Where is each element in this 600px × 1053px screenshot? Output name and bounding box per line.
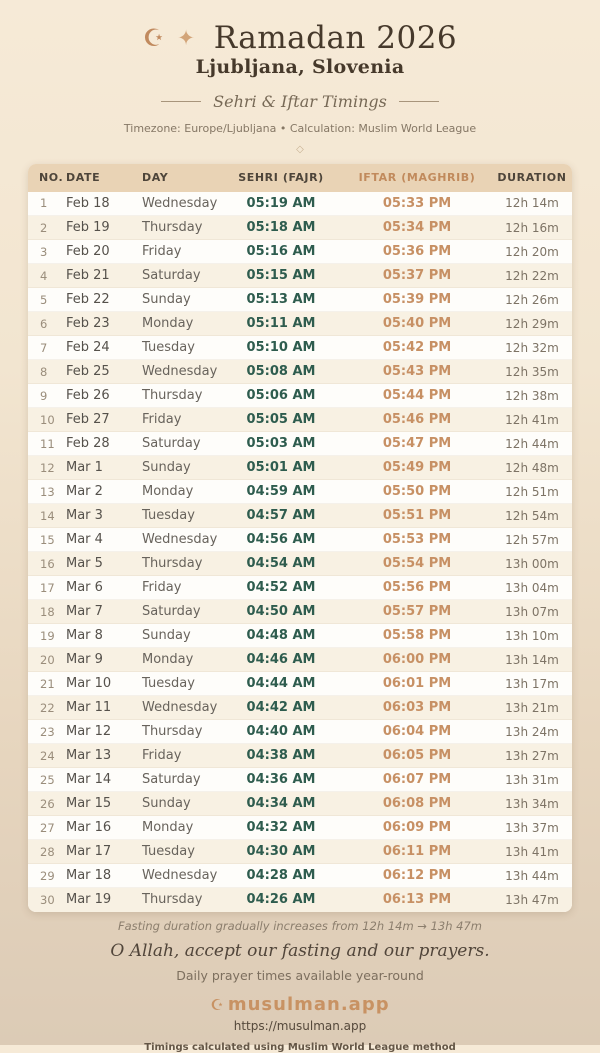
iftar-time-cell: 05:51 PM xyxy=(342,504,492,528)
date-cell: Mar 12 xyxy=(64,720,140,744)
page-title xyxy=(0,22,600,55)
day-cell: Sunday xyxy=(140,456,220,480)
row-number-cell: 12 xyxy=(28,456,64,480)
iftar-time-cell: 05:40 PM xyxy=(342,312,492,336)
crescent-icon: ☪ xyxy=(210,995,224,1014)
date-cell: Feb 23 xyxy=(64,312,140,336)
day-cell: Monday xyxy=(140,648,220,672)
date-cell: Feb 18 xyxy=(66,195,110,211)
duration-cell: 12h 35m xyxy=(492,360,572,384)
duration-cell: 12h 20m xyxy=(492,240,572,264)
date-cell: Mar 10 xyxy=(64,672,140,696)
duration-cell: 13h 47m xyxy=(492,888,572,912)
row-number-cell: 3 xyxy=(28,240,64,264)
column-header-day: DAY xyxy=(140,164,220,192)
duration-cell: 13h 27m xyxy=(492,744,572,768)
duration-cell: 13h 04m xyxy=(492,576,572,600)
table-row xyxy=(28,576,572,600)
sehri-time-cell: 04:52 AM xyxy=(220,576,342,600)
row-number-cell: 27 xyxy=(28,816,64,840)
iftar-time-cell: 06:04 PM xyxy=(342,720,492,744)
day-cell: Tuesday xyxy=(140,840,220,864)
brand-url-link[interactable]: https://musulman.app xyxy=(233,1018,367,1033)
row-number-cell: 1 xyxy=(40,196,48,211)
sehri-time-cell: 05:15 AM xyxy=(220,264,342,288)
iftar-time-cell: 05:54 PM xyxy=(342,552,492,576)
duration-cell: 13h 10m xyxy=(492,624,572,648)
day-cell: Sunday xyxy=(140,624,220,648)
day-cell: Thursday xyxy=(140,720,220,744)
day-cell: Wednesday xyxy=(140,360,220,384)
duration-cell: 12h 51m xyxy=(492,480,572,504)
duration-cell: 12h 44m xyxy=(492,432,572,456)
sehri-time-cell: 04:36 AM xyxy=(220,768,342,792)
date-cell: Mar 9 xyxy=(64,648,140,672)
table-row xyxy=(28,672,572,696)
star-and-crescent-icon: ☪ xyxy=(142,24,165,52)
row-number-cell: 25 xyxy=(28,768,64,792)
date-cell: Mar 15 xyxy=(64,792,140,816)
section-subtitle: Sehri & Iftar Timings xyxy=(213,91,387,111)
iftar-time-cell: 05:44 PM xyxy=(342,384,492,408)
table-row xyxy=(28,792,572,816)
row-number-cell: 15 xyxy=(28,528,64,552)
table-row xyxy=(28,480,572,504)
table-row xyxy=(28,888,572,912)
duration-cell: 13h 41m xyxy=(492,840,572,864)
date-cell: Mar 2 xyxy=(64,480,140,504)
date-cell: Mar 14 xyxy=(64,768,140,792)
sehri-time-cell: 05:05 AM xyxy=(220,408,342,432)
timezone-calculation-meta: Timezone: Europe/Ljubljana • Calculation: Muslim World League xyxy=(123,121,477,135)
day-cell: Thursday xyxy=(140,216,220,240)
sehri-time-cell: 04:28 AM xyxy=(220,864,342,888)
table-row xyxy=(28,720,572,744)
duration-cell: 12h 32m xyxy=(492,336,572,360)
column-header-date: DATE xyxy=(64,164,140,192)
iftar-time-cell: 05:56 PM xyxy=(342,576,492,600)
duration-cell: 13h 34m xyxy=(492,792,572,816)
duration-cell: 12h 14m xyxy=(505,196,559,211)
iftar-time-cell: 05:57 PM xyxy=(342,600,492,624)
row-number-cell: 7 xyxy=(28,336,64,360)
table-row xyxy=(28,624,572,648)
date-cell: Mar 7 xyxy=(64,600,140,624)
iftar-time-cell: 05:33 PM xyxy=(382,195,452,211)
sehri-time-cell: 05:18 AM xyxy=(220,216,342,240)
table-row xyxy=(28,768,572,792)
sehri-time-cell: 04:26 AM xyxy=(220,888,342,912)
row-number-cell: 10 xyxy=(28,408,64,432)
title-text: Ramadan 2026 xyxy=(213,20,458,56)
row-number-cell: 21 xyxy=(28,672,64,696)
iftar-time-cell: 05:46 PM xyxy=(342,408,492,432)
date-cell: Mar 16 xyxy=(64,816,140,840)
table-row xyxy=(28,600,572,624)
column-header-no: NO. xyxy=(28,164,64,192)
day-cell: Friday xyxy=(140,240,220,264)
table-row xyxy=(28,696,572,720)
duration-cell: 13h 37m xyxy=(492,816,572,840)
iftar-time-cell: 05:47 PM xyxy=(342,432,492,456)
row-number-cell: 20 xyxy=(28,648,64,672)
table-row xyxy=(28,312,572,336)
date-cell: Mar 3 xyxy=(64,504,140,528)
duration-cell: 13h 17m xyxy=(492,672,572,696)
sehri-time-cell: 04:50 AM xyxy=(220,600,342,624)
sehri-time-cell: 05:11 AM xyxy=(220,312,342,336)
iftar-time-cell: 06:12 PM xyxy=(342,864,492,888)
day-cell: Monday xyxy=(140,480,220,504)
day-cell: Wednesday xyxy=(140,528,220,552)
four-pointed-star-icon: ✦ xyxy=(177,26,196,50)
iftar-time-cell: 05:39 PM xyxy=(342,288,492,312)
table-row xyxy=(28,336,572,360)
timetable-card xyxy=(28,164,572,912)
date-cell: Mar 19 xyxy=(64,888,140,912)
row-number-cell: 28 xyxy=(28,840,64,864)
row-number-cell: 17 xyxy=(28,576,64,600)
row-number-cell: 2 xyxy=(28,216,64,240)
duration-cell: 13h 31m xyxy=(492,768,572,792)
sehri-time-cell: 04:30 AM xyxy=(220,840,342,864)
duration-cell: 13h 44m xyxy=(492,864,572,888)
table-row xyxy=(28,456,572,480)
row-number-cell: 29 xyxy=(28,864,64,888)
iftar-time-cell: 05:50 PM xyxy=(342,480,492,504)
iftar-time-cell: 06:11 PM xyxy=(342,840,492,864)
timetable-body xyxy=(28,192,572,912)
date-cell: Mar 11 xyxy=(64,696,140,720)
iftar-time-cell: 05:49 PM xyxy=(342,456,492,480)
sehri-time-cell: 04:40 AM xyxy=(220,720,342,744)
date-cell: Mar 5 xyxy=(64,552,140,576)
row-number-cell: 23 xyxy=(28,720,64,744)
duration-cell: 13h 24m xyxy=(492,720,572,744)
sehri-time-cell: 04:56 AM xyxy=(220,528,342,552)
duration-cell: 12h 22m xyxy=(492,264,572,288)
day-cell: Saturday xyxy=(140,768,220,792)
table-row xyxy=(28,216,572,240)
row-number-cell: 16 xyxy=(28,552,64,576)
sehri-time-cell: 05:13 AM xyxy=(220,288,342,312)
row-number-cell: 11 xyxy=(28,432,64,456)
table-row xyxy=(28,360,572,384)
day-cell: Thursday xyxy=(140,888,220,912)
sehri-time-cell: 04:59 AM xyxy=(220,480,342,504)
row-number-cell: 4 xyxy=(28,264,64,288)
column-header-duration: DURATION xyxy=(492,164,572,192)
table-row xyxy=(28,432,572,456)
sehri-time-cell: 05:19 AM xyxy=(246,195,316,211)
duration-cell: 12h 16m xyxy=(492,216,572,240)
brand-name: musulman.app xyxy=(227,993,390,1015)
table-row xyxy=(28,528,572,552)
row-number-cell: 30 xyxy=(28,888,64,912)
day-cell: Monday xyxy=(140,816,220,840)
iftar-time-cell: 05:42 PM xyxy=(342,336,492,360)
left-divider-line xyxy=(161,101,201,102)
day-cell: Tuesday xyxy=(140,504,220,528)
iftar-time-cell: 05:53 PM xyxy=(342,528,492,552)
day-cell: Wednesday xyxy=(140,864,220,888)
row-number-cell: 18 xyxy=(28,600,64,624)
duration-cell: 12h 26m xyxy=(492,288,572,312)
page-footer xyxy=(0,919,600,1053)
table-row xyxy=(28,384,572,408)
duration-cell: 12h 54m xyxy=(492,504,572,528)
duration-cell: 13h 00m xyxy=(492,552,572,576)
duration-cell: 12h 48m xyxy=(492,456,572,480)
row-number-cell: 6 xyxy=(28,312,64,336)
duration-cell: 13h 14m xyxy=(492,648,572,672)
sehri-time-cell: 04:38 AM xyxy=(220,744,342,768)
row-number-cell: 13 xyxy=(28,480,64,504)
date-cell: Mar 8 xyxy=(64,624,140,648)
table-header xyxy=(28,164,572,192)
day-cell: Saturday xyxy=(140,432,220,456)
table-row xyxy=(28,288,572,312)
date-cell: Feb 24 xyxy=(64,336,140,360)
sehri-time-cell: 05:06 AM xyxy=(220,384,342,408)
date-cell: Feb 26 xyxy=(64,384,140,408)
right-divider-line xyxy=(399,101,439,102)
day-cell: Wednesday xyxy=(142,195,218,211)
day-cell: Friday xyxy=(140,576,220,600)
row-number-cell: 19 xyxy=(28,624,64,648)
iftar-time-cell: 06:08 PM xyxy=(342,792,492,816)
sehri-time-cell: 04:44 AM xyxy=(220,672,342,696)
date-cell: Feb 21 xyxy=(64,264,140,288)
sehri-time-cell: 05:10 AM xyxy=(220,336,342,360)
timings-table xyxy=(28,164,572,912)
table-row xyxy=(28,744,572,768)
sehri-time-cell: 05:03 AM xyxy=(220,432,342,456)
date-cell: Feb 20 xyxy=(64,240,140,264)
sehri-time-cell: 05:01 AM xyxy=(220,456,342,480)
availability-note: Daily prayer times available year-round xyxy=(176,967,424,983)
day-cell: Sunday xyxy=(140,288,220,312)
date-cell: Mar 1 xyxy=(64,456,140,480)
date-cell: Mar 4 xyxy=(64,528,140,552)
subtitle-row xyxy=(0,92,600,111)
iftar-time-cell: 06:05 PM xyxy=(342,744,492,768)
duration-cell: 12h 41m xyxy=(492,408,572,432)
sehri-time-cell: 04:32 AM xyxy=(220,816,342,840)
date-cell: Mar 13 xyxy=(64,744,140,768)
iftar-time-cell: 05:36 PM xyxy=(342,240,492,264)
location-subtitle: Ljubljana, Slovenia xyxy=(195,55,405,78)
date-cell: Feb 22 xyxy=(64,288,140,312)
duration-cell: 12h 38m xyxy=(492,384,572,408)
brand-line xyxy=(0,994,600,1015)
table-row xyxy=(28,648,572,672)
row-number-cell: 8 xyxy=(28,360,64,384)
date-cell: Feb 27 xyxy=(64,408,140,432)
day-cell: Tuesday xyxy=(140,672,220,696)
table-row xyxy=(28,192,572,216)
table-row xyxy=(28,864,572,888)
duration-cell: 12h 29m xyxy=(492,312,572,336)
column-header-iftar: IFTAR (MAGHRIB) xyxy=(342,164,492,192)
calculation-method-note: Timings calculated using Muslim World League method xyxy=(144,1041,456,1053)
table-row xyxy=(28,264,572,288)
fasting-duration-note: Fasting duration gradually increases from 12h 14m → 13h 47m xyxy=(117,918,483,933)
date-cell: Feb 25 xyxy=(64,360,140,384)
table-row xyxy=(28,552,572,576)
date-cell: Feb 28 xyxy=(64,432,140,456)
table-row xyxy=(28,240,572,264)
header-row xyxy=(28,164,572,192)
column-header-sehri: SEHRI (FAJR) xyxy=(220,164,342,192)
duration-cell: 13h 21m xyxy=(492,696,572,720)
day-cell: Wednesday xyxy=(140,696,220,720)
day-cell: Tuesday xyxy=(140,336,220,360)
table-row xyxy=(28,840,572,864)
duration-cell: 12h 57m xyxy=(492,528,572,552)
row-number-cell: 9 xyxy=(28,384,64,408)
sehri-time-cell: 04:46 AM xyxy=(220,648,342,672)
sehri-time-cell: 05:16 AM xyxy=(220,240,342,264)
day-cell: Sunday xyxy=(140,792,220,816)
row-number-cell: 26 xyxy=(28,792,64,816)
day-cell: Saturday xyxy=(140,600,220,624)
sehri-time-cell: 04:42 AM xyxy=(220,696,342,720)
sehri-time-cell: 04:54 AM xyxy=(220,552,342,576)
iftar-time-cell: 06:13 PM xyxy=(342,888,492,912)
iftar-time-cell: 05:43 PM xyxy=(342,360,492,384)
iftar-time-cell: 05:34 PM xyxy=(342,216,492,240)
sehri-time-cell: 05:08 AM xyxy=(220,360,342,384)
sehri-time-cell: 04:57 AM xyxy=(220,504,342,528)
iftar-time-cell: 06:03 PM xyxy=(342,696,492,720)
duration-cell: 13h 07m xyxy=(492,600,572,624)
date-cell: Mar 6 xyxy=(64,576,140,600)
row-number-cell: 22 xyxy=(28,696,64,720)
iftar-time-cell: 06:09 PM xyxy=(342,816,492,840)
iftar-time-cell: 05:37 PM xyxy=(342,264,492,288)
iftar-time-cell: 05:58 PM xyxy=(342,624,492,648)
day-cell: Friday xyxy=(140,744,220,768)
page-header xyxy=(0,0,600,155)
diamond-icon: ◇ xyxy=(296,143,304,155)
iftar-time-cell: 06:01 PM xyxy=(342,672,492,696)
row-number-cell: 5 xyxy=(28,288,64,312)
date-cell: Mar 17 xyxy=(64,840,140,864)
row-number-cell: 14 xyxy=(28,504,64,528)
sehri-time-cell: 04:34 AM xyxy=(220,792,342,816)
date-cell: Feb 19 xyxy=(64,216,140,240)
sehri-time-cell: 04:48 AM xyxy=(220,624,342,648)
table-row xyxy=(28,504,572,528)
day-cell: Saturday xyxy=(140,264,220,288)
row-number-cell: 24 xyxy=(28,744,64,768)
table-row xyxy=(28,816,572,840)
day-cell: Friday xyxy=(140,408,220,432)
day-cell: Thursday xyxy=(140,552,220,576)
table-row xyxy=(28,408,572,432)
day-cell: Monday xyxy=(140,312,220,336)
iftar-time-cell: 06:07 PM xyxy=(342,768,492,792)
day-cell: Thursday xyxy=(140,384,220,408)
iftar-time-cell: 06:00 PM xyxy=(342,648,492,672)
dua-text: O Allah, accept our fasting and our prayers. xyxy=(110,940,490,961)
date-cell: Mar 18 xyxy=(64,864,140,888)
